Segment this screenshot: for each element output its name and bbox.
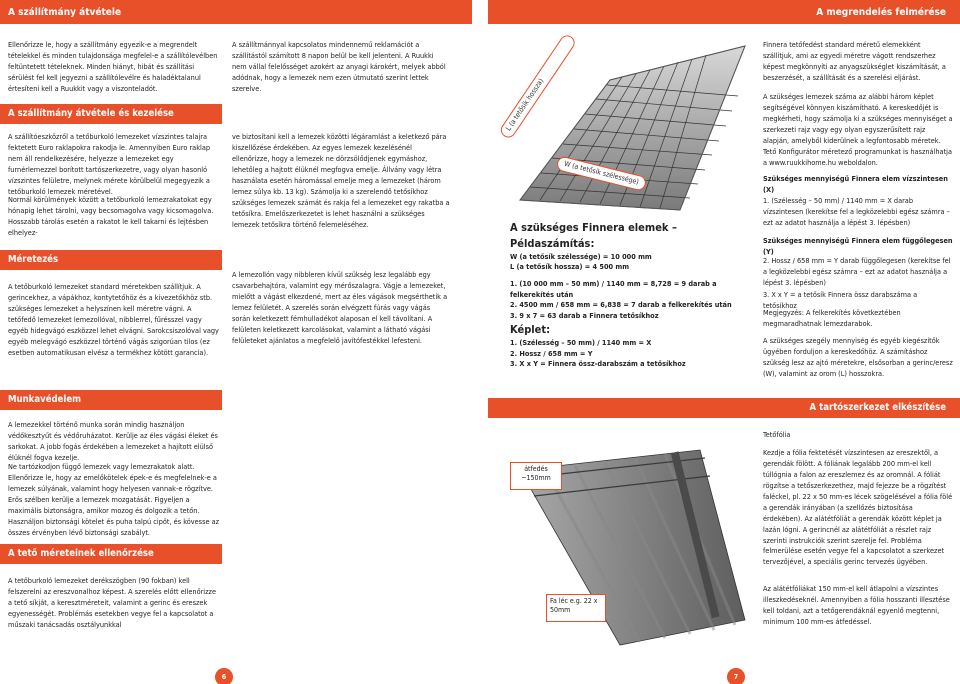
roof-foil-label: Tetőfólia <box>763 430 791 439</box>
formula-line-1: 1. (Szélesség – 50 mm) / 1140 mm = X <box>510 337 652 347</box>
header-right-title: A megrendelés felmérése <box>816 6 946 18</box>
col1-handling-p1: A szállítóeszközről a tetőburkoló lemezeket vízszintes talajra fektetett Euro raklapokra rakodja le. Amennyiben Euro raklap nem áll rendelkezésére, helyezze a lemezeket egy furnérlemezzel borított tartószerkezetre, vagy olyan hasonló vízszintes felületre, melynek mérete körülbelül megegyezik a tetőburkoló lemezek méretével. <box>8 132 211 196</box>
col2-p3: A lemezollón vagy nibbleren kívül szükség lesz legalább egy csavarbehajtóra, valamint egy mérőszalagra. Vágje a lemezeket, mielőtt a vágást elkezdené, mert az éles vágások megsérthetik a lemez felületét. A szerelés során elvégzett fúrás vagy vágás során keletkezett fémhulladékot alaposan el kell távolítani. A felületen keletkezett karcolásokat, valamint a látható vágási felületeket ajánlatos a megfelelő javítófestékkel lefesteni. <box>232 270 448 345</box>
page-number-right: 7 <box>727 668 745 684</box>
example-w: W (a tetősík szélessége) = 10 000 mm <box>510 251 652 261</box>
safety-p2: Ne tartózkodjon függő lemezek vagy lemezrakatok alatt. Ellenőrizze le, hogy az emelőkötelek épek-e és megfelelnek-e a lemezek súlyának, valamint hogy helyesen vannak-e rögzítve. Erős szélben kerülje a lemezek mozgatását. Figyeljen a maximális biztonságra, amikor mozog és dolgozik a tetőn. Használjon biztonsági kötelet és puha talpú cipőt, és kövesse az összes érvényben lévő biztonsági szabályt. <box>8 462 220 537</box>
col4-note: Megjegyzés: A felkerekítés következtében megmaradhatnak lemezdarabok. <box>763 308 901 328</box>
col4-horizontal-text: 1. (Szélesség – 50 mm) / 1140 mm = X darab vízszintesen (kerekítse fel a legközelebbi egész számra – ezt az adatot használja a lépést 3. lépésben) <box>763 196 950 227</box>
diagram-label-width: W (a tetősík szélessége) <box>556 155 648 191</box>
header-left-bar <box>0 0 472 24</box>
roof-title: A tető méreteinek ellenőrzése <box>8 547 154 559</box>
formula-line-3: 3. X x Y = Finnera össz-darabszám a tetősíkhoz <box>510 359 686 369</box>
roof-title-bar <box>0 544 222 564</box>
roof-p: A tetőburkoló lemezeket derékszögben (90 fokban) kell felszerelni az ereszvonalhoz képest. A szerelés előtt ellenőrizze a tető síkját, a keresztméreteit, valamint a gerinc és ereszek egyenességét. Problémás esetekben vegye fel a kapcsolatot a műszaki tanácsadás osztályunkkal <box>8 576 217 629</box>
formula-block <box>510 322 760 370</box>
example-title: A szükséges Finnera elemek – Példaszámítás: <box>510 221 677 250</box>
structure-title-bar <box>488 398 960 418</box>
header-right-bar <box>488 0 960 24</box>
batten-callout <box>546 594 606 622</box>
example-block <box>510 220 760 321</box>
col2-p1: A szállítmánnyal kapcsolatos mindennemű reklamációt a szállítástól számított 8 napon belül be kell jelenteni. A Ruukki nem vállal felelősséget azokért az anyagi károkért, melyek abból adódnak, hogy a lemezek nem ezen útmutató szerint lettek szerelve. <box>232 40 446 93</box>
formula-title: Képlet: <box>510 323 551 336</box>
example-calc-1: 1. (10 000 mm – 50 mm) / 1140 mm = 8,728 = 9 darab a felkerekítés után <box>510 279 717 299</box>
col2-p2: ve biztosítani kell a lemezek közötti légáramlást a keletkező pára kiszellőzése érdekében. Az egyes lemezek kezelésénél ellenőrizze, hogy a lemezek ne dörzsölődjenek egymáshoz, lehetőleg a hajtott élüknél megfogva emelje. Állvány vagy létra használata esetén háromással emelje meg a lemezeket (három lemez súlya kb. 13 kg). Számolja ki a szerelendő tetősíkhoz szükséges lemezek számát és rakja fel a lemezeket egy rakatba a tetősíkra. Emelőszerkezetet is lehet használni a szükséges lemezek tetősíkra történő felemeléséhez. <box>232 132 450 229</box>
structure-title: A tartószerkezet elkészítése <box>809 401 946 413</box>
col4-horizontal-heading: Szükséges mennyiségű Finnera elem vízszintesen (X) <box>763 174 948 194</box>
col4-p2: A szükséges lemezek száma az alábbi három képlet segítségével könnyen kiszámítható. A kereskedőjét is megkérheti, hogy számolja ki a szükséges mennyiséget a szerkezeti rajz vagy egy olyan egyszerűsített rajz alapján, amelyből kiderülnek a legfontosabb méretek. Tető Konfigurátor méretező programunkat is használhatja a www.ruukkihome.hu weboldalon. <box>763 92 953 167</box>
col4-total-text: 3. X x Y = a tetősík Finnera össz darabszáma a tetősíkhoz <box>763 290 918 310</box>
col4-vertical-text: 2. Hossz / 658 mm = Y darab függőlegesen (kerekítse fel a legközelebbi egész számra – ezt az adatot használja a lépést 3. lépésben) <box>763 256 951 287</box>
sizing-title-bar <box>0 250 222 270</box>
col4-p3: A szükséges szegély mennyiség és egyéb kiegészítők ügyében forduljon a kereskedőhöz. A számításhoz szükség lesz az ajtó méretekre, elsősorban a gerinc/eresz (W), valamint az orom (L) hosszokra. <box>763 336 953 378</box>
structure-p2: Az alátétfóliákat 150 mm-el kell átlapolni a vízszintes illeszkedéseknél. Amennyiben a fólia hosszanti illesztése kell toldani, azt a tetőgerendáknál egyenlő megtenni, minimum 100 mm-es átfedéssel. <box>763 584 950 626</box>
batten-label: Fa léc e.g. 22 x 50mm <box>550 597 598 615</box>
safety-title: Munkavédelem <box>8 393 82 405</box>
col1-sizing-p: A tetőburkoló lemezeket standard méretekben szállítjuk. A gerincekhez, a vápákhoz, kontytetőhöz és a kivezetőkhöz stb. szükséges lemezeket a helyszínen kell méretre vágni. A tetőfedő lemezeket lemezollóval, nibblerrel, fűrésszel vagy egyéb hidegvágó eszközzel lehet elvágni. Sarokcsiszolóval vagy egyéb melegvágó eszközzel történő vágás szigorúan tilos (ez esetben automatikusan elvész a termékhez kötött garancia). <box>8 282 219 357</box>
example-calc-3: 3. 9 x 7 = 63 darab a Finnera tetősíkhoz <box>510 310 659 320</box>
safety-title-bar <box>0 390 222 410</box>
roof-grid-diagram <box>500 40 750 220</box>
diagram-label-length: L (a tetősík hossza) <box>498 33 577 141</box>
col1-intro: Ellenőrizze le, hogy a szállítmány egyezik-e a megrendelt tételekkel és minden tulajdonsága megfelel-e a szállítólevélben feltüntetett tételeknek. Minden hiányt, hibát és szállítási sérülést fel kell jegyezni a szállítólevélre és haladéktalanul értesíteni kell a Ruukkit vagy a viszonteladót. <box>8 40 218 93</box>
safety-p1: A lemezekkel történő munka során mindig használjon védőkesztyűt és védőruházatot. Kerülje az éles vágási éleket és sarkokat. A jobb fogás érdekében a lemezeket a hajított elülső élüknél fogva kezelje. <box>8 420 218 462</box>
example-calc-2: 2. 4500 mm / 658 mm = 6,838 = 7 darab a felkerekítés után <box>510 300 732 310</box>
col4-p1: Finnera tetőfedést standard méretű elemekként szállítjuk, ami az egyedi méretre vágott rendszerhez képest megkönnyíti az anyagszükséglet kiszámítását, a beszerzését, a szállítását és a szerelési eljárást. <box>763 40 946 82</box>
sizing-title: Méretezés <box>8 253 59 265</box>
overlap-callout <box>510 462 562 490</box>
page-number-left: 6 <box>215 668 233 684</box>
col4-vertical-heading: Szükséges mennyiségű Finnera elem függőlegesen (Y) <box>763 236 953 256</box>
col1-handling-p2: Normál körülmények között a tetőburkoló lemezrakatokat egy hónapig lehet tárolni, vagy becsomagolva vagy kicsomagolva. Hosszabb tárolás esetén a rakatot le kell takarni és lejtésben elhelyez- <box>8 195 214 237</box>
structure-p1: Kezdje a fólia fektetését vízszintesen az ereszektől, a gerendák fölött. A fóliának legalább 200 mm-el kell túllógnia a falon az ereszlemez és az oromnál. A fóliát rögzítse a tetőszerkezethez, majd fejezze be a rögzítést faléckel, pl. 22 x 50 mm-es lécek szögelésével a fólia fölé a gerendák irányában (a szellőzés biztosítása érdekében). Az alátétfóliát a gerendák között képlet ja lazán lógni. A gerincnél az alátétfóliát a részlet rajz szerinti instrukciók szerint szerelje fel. Probléma felmerülése esetén vegye fel a kapcsolatot a szerkezet tervezőjével, a speciális gerinc tervezés ügyében. <box>763 448 953 567</box>
example-l: L (a tetősík hossza) = 4 500 mm <box>510 262 630 272</box>
handling-title: A szállítmány átvétele és kezelése <box>8 107 174 119</box>
formula-line-2: 2. Hossz / 658 mm = Y <box>510 348 593 358</box>
overlap-label: átfedés ~150mm <box>521 465 551 483</box>
header-left-title: A szállítmány átvétele <box>8 6 122 18</box>
handling-title-bar <box>0 104 222 124</box>
